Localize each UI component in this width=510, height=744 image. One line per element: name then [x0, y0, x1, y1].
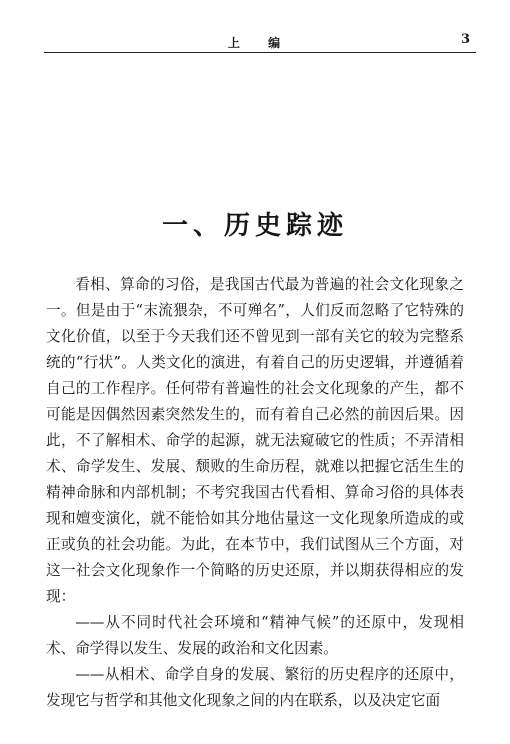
paragraph-intro: 看相、算命的习俗，是我国古代最为普遍的社会文化现象之一。但是由于“末流猥杂，不可殚名”，人们反而忽略了它特殊的文化价值，以至于今天我们还不曾见到一部有关它的较为完整系统的“行状”。人类文化的演进，有着自己的历史逻辑，并遵循着自己的工作程序。任何带有普遍性的社会文化现象的产生，都不可能是因偶然因素突然发生的，而有着自己必然的前因后果。因此，不了解相术、命学的起源，就无法窥破它的性质；不弄清相术、命学发生、发展、颓败的生命历程，就难以把握它活生生的精神命脉和内部机制；不考究我国古代看相、算命习俗的具体表现和嬗变演化，就不能恰如其分地估量这一文化现象所造成的或正或负的社会功能。为此，在本节中，我们试图从三个方面，对这一社会文化现象作一个简略的历史还原，并以期获得相应的发现： [46, 276, 464, 605]
running-header-title: 上 编 [227, 36, 293, 50]
running-header [44, 30, 476, 53]
body-text [46, 272, 464, 714]
paragraph-point-2: ——从相术、命学自身的发展、繁衍的历史程序的还原中，发现它与哲学和其他文化现象之间的内在联系，以及决定它面 [46, 666, 464, 709]
paragraph-point-1: ——从不同时代社会环境和“精神气候”的还原中，发现相术、命学得以发生、发展的政治和文化因素。 [46, 614, 464, 657]
chapter-title: 一、历史踪迹 [161, 211, 348, 241]
page-number: 3 [460, 32, 470, 47]
